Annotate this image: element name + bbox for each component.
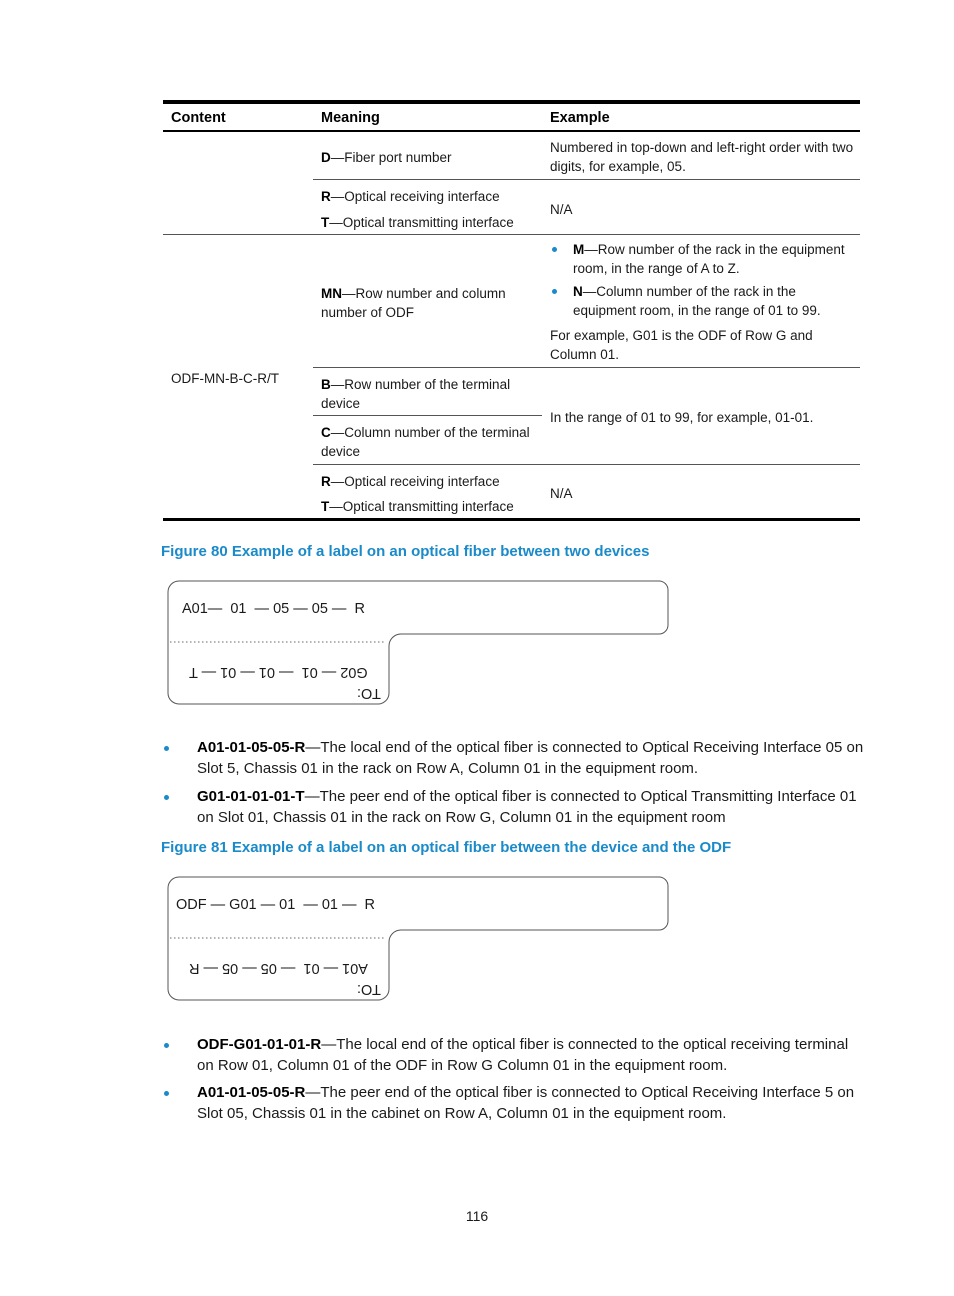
header-example: Example [550, 110, 610, 126]
example-n: N—Column number of the rack in the equipment room, in the range of 01 to 99. [573, 284, 821, 318]
meaning-r2: R—Optical receiving interface [321, 474, 500, 489]
meaning-c: C—Column number of the terminal device [321, 425, 530, 459]
meaning-b: B—Row number of the terminal device [321, 377, 511, 411]
list-item: A01-01-05-05-R—The local end of the optical fiber is connected to Optical Receiving Interface 05 on Slot 5, Chassis 01 in the rack on Row A, Column 01 in the equipment room. [197, 739, 864, 777]
bullet-dot [164, 795, 169, 800]
example-note: For example, G01 is the ODF of Row G and Column 01. [550, 328, 813, 362]
header-rule [163, 130, 860, 132]
bullet-dot [164, 746, 169, 751]
example-d: Numbered in top-down and left-right order with two digits, for example, 05. [550, 140, 854, 174]
example-bc: In the range of 01 to 99, for example, 01-01. [550, 410, 814, 425]
example-m: M—Row number of the rack in the equipment room, in the range of A to Z. [573, 242, 845, 276]
row-divider [313, 179, 860, 180]
bullet-dot [164, 1043, 169, 1048]
to-label: TO: [357, 685, 381, 701]
meaning-t: T—Optical transmitting interface [321, 215, 514, 230]
content-odf: ODF-MN-B-C-R/T [171, 371, 279, 386]
peer-label-text: G02 — 01 — 01 — 01 — T [189, 664, 368, 680]
example-rt2: N/A [550, 486, 573, 501]
list-item: G01-01-01-01-T—The peer end of the optical fiber is connected to Optical Transmitting Interface 01 on Slot 01, Chassis 01 in the rack on Row G, Column 01 in the equipment room [197, 788, 857, 826]
to-label: TO: [357, 981, 381, 997]
peer-label-text: A01 — 01 — 05 — 05 — R [189, 960, 368, 976]
label-outline [160, 575, 680, 710]
list-item: A01-01-05-05-R—The peer end of the optical fiber is connected to Optical Receiving Interface 5 on Slot 05, Chassis 01 in the cabinet on Row A, Column 01 in the equipment room. [197, 1084, 855, 1122]
table-bottom-rule [163, 518, 860, 521]
row-divider [313, 415, 542, 416]
page-number: 116 [465, 1208, 489, 1224]
figure-81-caption: Figure 81 Example of a label on an optical fiber between the device and the ODF [161, 839, 732, 856]
bullet-dot [552, 247, 557, 252]
meaning-mn: MN—Row number and column number of ODF [321, 286, 506, 320]
meaning-r: R—Optical receiving interface [321, 189, 500, 204]
header-content: Content [171, 110, 226, 126]
table-top-rule [163, 100, 860, 104]
local-label-text: ODF — G01 — 01 — 01 — R [176, 897, 376, 913]
list-item: ODF-G01-01-01-R—The local end of the optical fiber is connected to the optical receiving terminal on Row 01, Column 01 of the ODF in Row G Column 01 in the equipment room. [197, 1036, 849, 1074]
row-divider [313, 464, 860, 465]
bullet-dot [552, 289, 557, 294]
header-meaning: Meaning [321, 110, 380, 126]
meaning-d: D—Fiber port number [321, 150, 452, 165]
figure-80-caption: Figure 80 Example of a label on an optical fiber between two devices [161, 543, 650, 560]
local-label-text: A01— 01 — 05 — 05 — R [182, 601, 365, 617]
row-divider [163, 234, 860, 235]
meaning-t2: T—Optical transmitting interface [321, 499, 514, 514]
row-divider [313, 367, 860, 368]
example-rt: N/A [550, 202, 573, 217]
bullet-dot [164, 1091, 169, 1096]
label-outline [160, 871, 680, 1006]
